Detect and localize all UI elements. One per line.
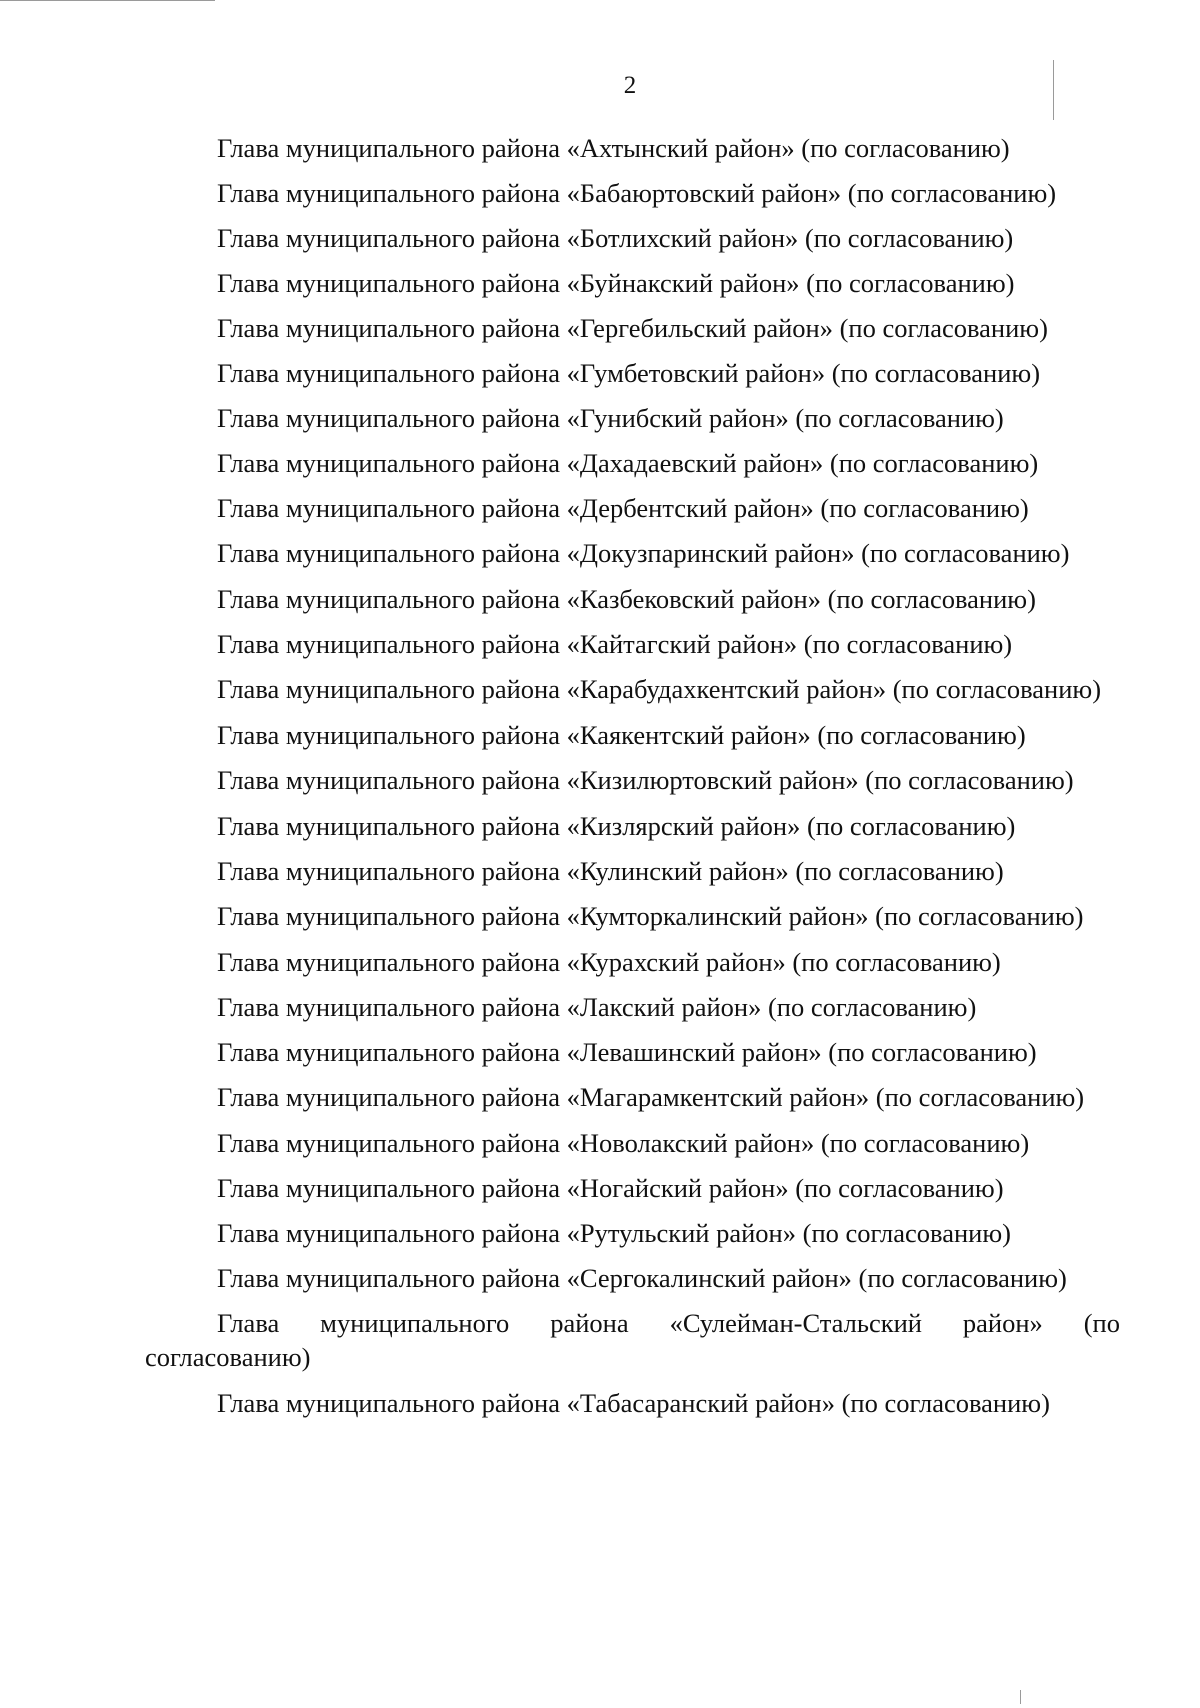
scan-artifact-right-line — [1053, 60, 1054, 120]
list-item: Глава муниципального района «Сулейман-Стальский район» (по согласованию) — [145, 1308, 1120, 1372]
list-item: Глава муниципального района «Кизлярский район» (по согласованию) — [217, 811, 1016, 841]
page-number: 2 — [623, 72, 637, 99]
list-item: Глава муниципального района «Магарамкентский район» (по согласованию) — [217, 1082, 1085, 1112]
list-item: Глава муниципального района «Докузпаринский район» (по согласованию) — [217, 538, 1070, 568]
list-item: Глава муниципального района «Кулинский район» (по согласованию) — [217, 856, 1004, 886]
list-item: Глава муниципального района «Табасаранский район» (по согласованию) — [217, 1388, 1050, 1418]
list-item: Глава муниципального района «Новолакский район» (по согласованию) — [217, 1128, 1030, 1158]
list-item: Глава муниципального района «Гунибский район» (по согласованию) — [217, 403, 1004, 433]
list-item: Глава муниципального района «Лакский район» (по согласованию) — [217, 992, 977, 1022]
list-item: Глава муниципального района «Каякентский район» (по согласованию) — [217, 720, 1026, 750]
list-item: Глава муниципального района «Ахтынский район» (по согласованию) — [217, 133, 1010, 163]
list-item: Глава муниципального района «Казбековский район» (по согласованию) — [217, 584, 1036, 614]
list-item: Глава муниципального района «Сергокалинский район» (по согласованию) — [217, 1263, 1067, 1293]
list-item: Глава муниципального района «Ногайский район» (по согласованию) — [217, 1173, 1004, 1203]
list-item: Глава муниципального района «Дахадаевский район» (по согласованию) — [217, 448, 1039, 478]
list-item: Глава муниципального района «Рутульский район» (по согласованию) — [217, 1218, 1011, 1248]
list-item: Глава муниципального района «Курахский район» (по согласованию) — [217, 947, 1001, 977]
list-item: Глава муниципального района «Гергебильский район» (по согласованию) — [217, 313, 1048, 343]
list-item: Глава муниципального района «Бабаюртовский район» (по согласованию) — [217, 178, 1057, 208]
list-item: Глава муниципального района «Буйнакский район» (по согласованию) — [217, 268, 1015, 298]
list-item: Глава муниципального района «Кизилюртовский район» (по согласованию) — [217, 765, 1074, 795]
scan-artifact-bottom-tick — [1020, 1690, 1021, 1704]
officials-list — [145, 131, 1120, 1431]
list-item: Глава муниципального района «Дербентский район» (по согласованию) — [217, 493, 1029, 523]
list-item: Глава муниципального района «Карабудахкентский район» (по согласованию) — [217, 674, 1102, 704]
list-item: Глава муниципального района «Левашинский район» (по согласованию) — [217, 1037, 1037, 1067]
scan-artifact-top-line — [0, 0, 215, 1]
list-item: Глава муниципального района «Кумторкалинский район» (по согласованию) — [217, 901, 1084, 931]
list-item: Глава муниципального района «Гумбетовский район» (по согласованию) — [217, 358, 1041, 388]
list-item: Глава муниципального района «Ботлихский район» (по согласованию) — [217, 223, 1014, 253]
list-item: Глава муниципального района «Кайтагский район» (по согласованию) — [217, 629, 1013, 659]
